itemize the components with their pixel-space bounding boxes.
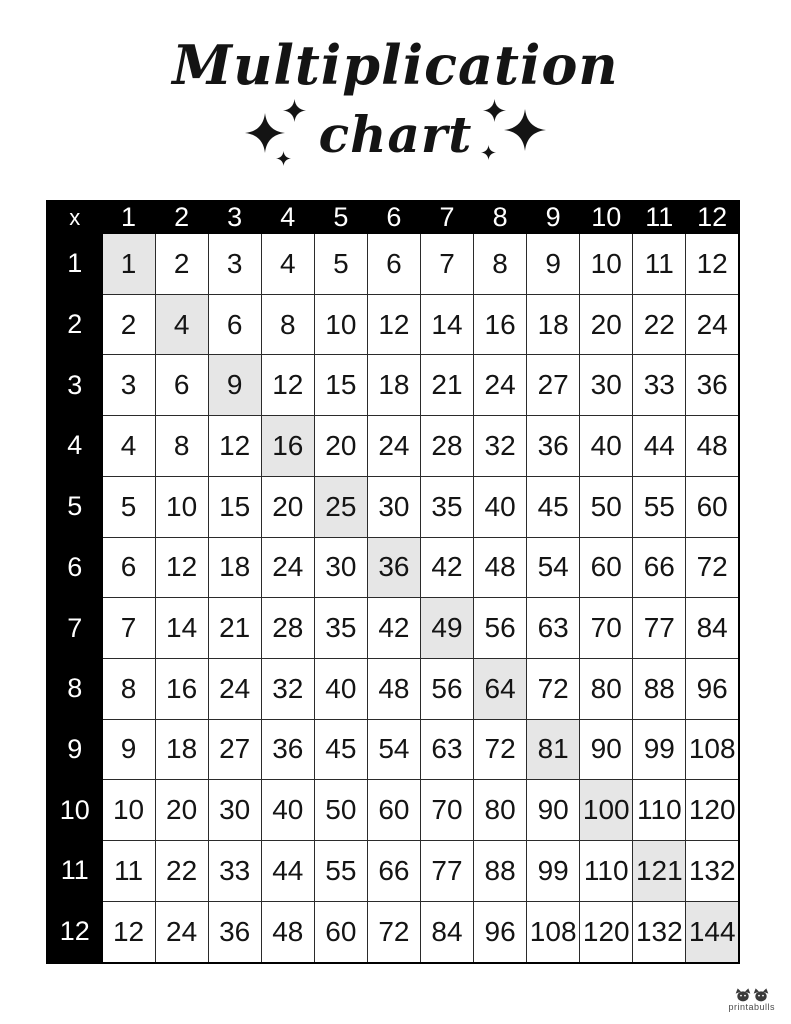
corner-cell: x <box>47 201 102 234</box>
table-cell: 12 <box>208 416 261 477</box>
table-row <box>47 234 739 295</box>
table-cell: 20 <box>580 294 633 355</box>
table-cell: 36 <box>527 416 580 477</box>
table-body <box>47 234 739 964</box>
table-row <box>47 537 739 598</box>
table-cell: 9 <box>527 234 580 295</box>
table-cell: 36 <box>208 901 261 963</box>
table-row <box>47 598 739 659</box>
table-cell: 60 <box>367 780 420 841</box>
printabulls-watermark <box>728 988 775 1012</box>
table-cell: 63 <box>420 719 473 780</box>
table-cell: 72 <box>686 537 739 598</box>
table-cell: 44 <box>261 841 314 902</box>
table-cell: 21 <box>208 598 261 659</box>
table-cell: 80 <box>474 780 527 841</box>
table-cell: 30 <box>580 355 633 416</box>
table-cell: 16 <box>261 416 314 477</box>
table-cell: 32 <box>474 416 527 477</box>
table-cell: 18 <box>155 719 208 780</box>
table-cell: 33 <box>633 355 686 416</box>
table-cell: 48 <box>686 416 739 477</box>
table-cell: 12 <box>261 355 314 416</box>
table-cell: 28 <box>420 416 473 477</box>
table-cell: 110 <box>580 841 633 902</box>
table-cell: 144 <box>686 901 739 963</box>
table-cell: 108 <box>527 901 580 963</box>
table-cell: 84 <box>420 901 473 963</box>
sparkle-icon <box>483 99 506 122</box>
table-row <box>47 841 739 902</box>
table-cell: 4 <box>261 234 314 295</box>
table-cell: 50 <box>314 780 367 841</box>
table-cell: 12 <box>686 234 739 295</box>
row-header: 12 <box>47 901 102 963</box>
multiplication-table <box>46 200 740 964</box>
bulldog-icon <box>753 988 769 1002</box>
title-line-2 <box>0 97 791 171</box>
table-cell: 25 <box>314 476 367 537</box>
table-cell: 72 <box>527 658 580 719</box>
table-cell: 22 <box>633 294 686 355</box>
table-cell: 108 <box>686 719 739 780</box>
table-cell: 18 <box>208 537 261 598</box>
table-cell: 5 <box>314 234 367 295</box>
sparkle-icon <box>245 113 285 153</box>
table-cell: 120 <box>686 780 739 841</box>
table-cell: 54 <box>527 537 580 598</box>
table-cell: 66 <box>367 841 420 902</box>
table-cell: 42 <box>367 598 420 659</box>
table-cell: 15 <box>314 355 367 416</box>
watermark-dogs <box>728 988 775 1002</box>
table-row <box>47 901 739 963</box>
row-header: 9 <box>47 719 102 780</box>
table-cell: 14 <box>155 598 208 659</box>
table-cell: 24 <box>367 416 420 477</box>
table-cell: 27 <box>527 355 580 416</box>
table-cell: 7 <box>102 598 155 659</box>
table-cell: 12 <box>102 901 155 963</box>
table-cell: 6 <box>155 355 208 416</box>
table-cell: 4 <box>102 416 155 477</box>
row-header: 5 <box>47 476 102 537</box>
table-cell: 24 <box>208 658 261 719</box>
table-cell: 6 <box>102 537 155 598</box>
title-word-chart: chart <box>318 104 473 164</box>
table-cell: 88 <box>474 841 527 902</box>
table-row <box>47 476 739 537</box>
table-cell: 35 <box>314 598 367 659</box>
table-cell: 72 <box>367 901 420 963</box>
table-cell: 1 <box>102 234 155 295</box>
table-cell: 121 <box>633 841 686 902</box>
table-cell: 7 <box>420 234 473 295</box>
table-cell: 42 <box>420 537 473 598</box>
table-cell: 24 <box>261 537 314 598</box>
table-cell: 90 <box>580 719 633 780</box>
row-header: 1 <box>47 234 102 295</box>
table-cell: 60 <box>314 901 367 963</box>
table-cell: 10 <box>580 234 633 295</box>
table-row <box>47 355 739 416</box>
table-cell: 96 <box>686 658 739 719</box>
table-cell: 8 <box>155 416 208 477</box>
sparkle-icon <box>276 151 291 166</box>
table-cell: 77 <box>633 598 686 659</box>
table-cell: 10 <box>155 476 208 537</box>
table-cell: 48 <box>261 901 314 963</box>
table-cell: 3 <box>102 355 155 416</box>
table-row <box>47 294 739 355</box>
row-header: 3 <box>47 355 102 416</box>
column-header: 10 <box>580 201 633 234</box>
column-header: 1 <box>102 201 155 234</box>
table-cell: 20 <box>314 416 367 477</box>
table-cell: 24 <box>155 901 208 963</box>
table-cell: 40 <box>314 658 367 719</box>
table-cell: 2 <box>155 234 208 295</box>
column-header: 11 <box>633 201 686 234</box>
table-row <box>47 658 739 719</box>
table-cell: 20 <box>155 780 208 841</box>
table-cell: 18 <box>367 355 420 416</box>
table-cell: 49 <box>420 598 473 659</box>
table-cell: 36 <box>686 355 739 416</box>
table-cell: 12 <box>367 294 420 355</box>
sparkle-cluster-right <box>480 97 546 171</box>
table-cell: 50 <box>580 476 633 537</box>
table-cell: 8 <box>102 658 155 719</box>
table-cell: 11 <box>633 234 686 295</box>
table-cell: 10 <box>314 294 367 355</box>
row-header: 8 <box>47 658 102 719</box>
table-cell: 44 <box>633 416 686 477</box>
table-cell: 72 <box>474 719 527 780</box>
table-cell: 3 <box>208 234 261 295</box>
table-cell: 35 <box>420 476 473 537</box>
column-header: 6 <box>367 201 420 234</box>
table-cell: 56 <box>420 658 473 719</box>
table-cell: 56 <box>474 598 527 659</box>
table-cell: 99 <box>633 719 686 780</box>
column-header: 12 <box>686 201 739 234</box>
table-cell: 45 <box>314 719 367 780</box>
table-cell: 9 <box>208 355 261 416</box>
column-header: 8 <box>474 201 527 234</box>
table-cell: 8 <box>474 234 527 295</box>
table-cell: 64 <box>474 658 527 719</box>
table-cell: 77 <box>420 841 473 902</box>
table-cell: 66 <box>633 537 686 598</box>
sparkle-icon <box>283 99 306 122</box>
table-cell: 84 <box>686 598 739 659</box>
table-cell: 90 <box>527 780 580 841</box>
table-cell: 54 <box>367 719 420 780</box>
table-row <box>47 780 739 841</box>
table-cell: 20 <box>261 476 314 537</box>
table-cell: 70 <box>420 780 473 841</box>
table-cell: 80 <box>580 658 633 719</box>
page-title <box>0 33 791 171</box>
row-header: 7 <box>47 598 102 659</box>
table-cell: 30 <box>208 780 261 841</box>
sparkle-cluster-left <box>245 97 311 171</box>
table-cell: 11 <box>102 841 155 902</box>
table-row <box>47 719 739 780</box>
row-header: 4 <box>47 416 102 477</box>
table-cell: 55 <box>633 476 686 537</box>
table-cell: 18 <box>527 294 580 355</box>
table-cell: 40 <box>474 476 527 537</box>
table-cell: 30 <box>367 476 420 537</box>
table-cell: 9 <box>102 719 155 780</box>
table-cell: 48 <box>474 537 527 598</box>
table-row <box>47 416 739 477</box>
table-cell: 28 <box>261 598 314 659</box>
table-cell: 5 <box>102 476 155 537</box>
title-line-1: Multiplication <box>172 33 619 97</box>
table-cell: 16 <box>474 294 527 355</box>
table-cell: 45 <box>527 476 580 537</box>
table-cell: 16 <box>155 658 208 719</box>
table-cell: 88 <box>633 658 686 719</box>
row-header: 6 <box>47 537 102 598</box>
table-cell: 96 <box>474 901 527 963</box>
column-header: 3 <box>208 201 261 234</box>
table-cell: 60 <box>686 476 739 537</box>
table-cell: 24 <box>686 294 739 355</box>
table-cell: 120 <box>580 901 633 963</box>
sparkle-icon <box>504 109 546 151</box>
table-cell: 40 <box>580 416 633 477</box>
table-cell: 15 <box>208 476 261 537</box>
table-cell: 8 <box>261 294 314 355</box>
table-cell: 6 <box>367 234 420 295</box>
table-cell: 36 <box>261 719 314 780</box>
table-cell: 48 <box>367 658 420 719</box>
column-header: 9 <box>527 201 580 234</box>
table-cell: 33 <box>208 841 261 902</box>
table-cell: 10 <box>102 780 155 841</box>
column-header: 2 <box>155 201 208 234</box>
table-cell: 12 <box>155 537 208 598</box>
table-cell: 110 <box>633 780 686 841</box>
table-cell: 2 <box>102 294 155 355</box>
table-cell: 24 <box>474 355 527 416</box>
row-header: 2 <box>47 294 102 355</box>
column-header: 7 <box>420 201 473 234</box>
table-cell: 30 <box>314 537 367 598</box>
table-cell: 63 <box>527 598 580 659</box>
table-cell: 4 <box>155 294 208 355</box>
table-cell: 22 <box>155 841 208 902</box>
row-header: 11 <box>47 841 102 902</box>
table-cell: 132 <box>686 841 739 902</box>
table-cell: 99 <box>527 841 580 902</box>
table-cell: 55 <box>314 841 367 902</box>
table-cell: 132 <box>633 901 686 963</box>
table-cell: 81 <box>527 719 580 780</box>
bulldog-icon <box>735 988 751 1002</box>
table-header <box>47 201 739 234</box>
sparkle-icon <box>481 145 496 160</box>
row-header: 10 <box>47 780 102 841</box>
table-cell: 32 <box>261 658 314 719</box>
column-header: 4 <box>261 201 314 234</box>
table-cell: 70 <box>580 598 633 659</box>
table-cell: 27 <box>208 719 261 780</box>
table-cell: 60 <box>580 537 633 598</box>
table-cell: 6 <box>208 294 261 355</box>
watermark-text: printabulls <box>728 1002 775 1012</box>
table-cell: 40 <box>261 780 314 841</box>
table-cell: 21 <box>420 355 473 416</box>
table-cell: 36 <box>367 537 420 598</box>
table-cell: 14 <box>420 294 473 355</box>
table-cell: 100 <box>580 780 633 841</box>
column-header: 5 <box>314 201 367 234</box>
